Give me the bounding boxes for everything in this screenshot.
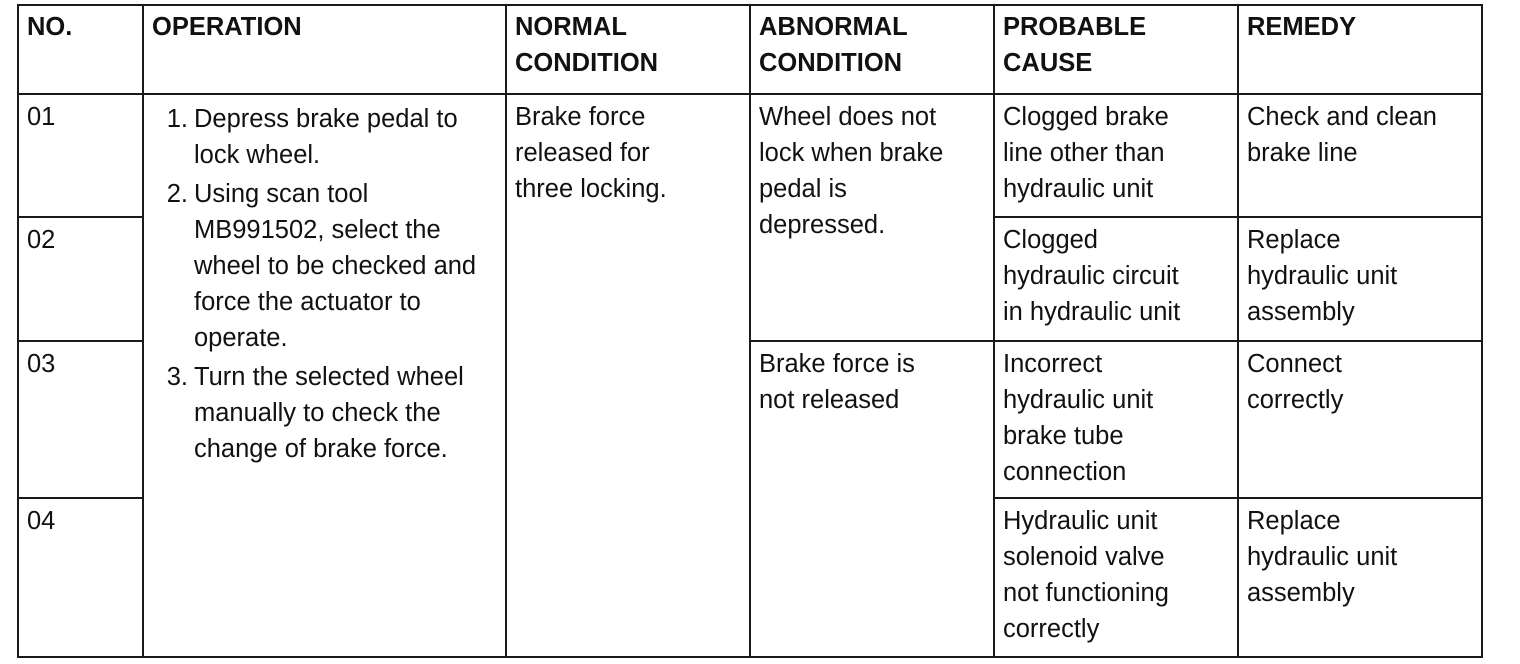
- remedy-cell: Check and clean brake line: [1238, 94, 1482, 217]
- probable-cause-cell: Hydraulic unit solenoid valve not functioning correctly: [994, 498, 1238, 657]
- remedy-cell: Connect correctly: [1238, 341, 1482, 498]
- operation-check-table: [17, 4, 1483, 658]
- header-row: [18, 5, 1482, 94]
- normal-condition-cell: Brake force released for three locking.: [506, 94, 750, 657]
- probable-cause-cell: Incorrect hydraulic unit brake tube connection: [994, 341, 1238, 498]
- table-row: [18, 94, 1482, 217]
- step-number: 3.: [166, 363, 188, 391]
- abnormal-condition-cell: Brake force is not released: [750, 341, 994, 657]
- step-number: 1.: [166, 105, 188, 133]
- header-remedy: REMEDY: [1238, 5, 1482, 94]
- header-no: NO.: [18, 5, 143, 94]
- step-text: Turn the selected wheel manually to check the change of brake force.: [194, 363, 464, 463]
- header-abnormal-condition: ABNORMAL CONDITION: [750, 5, 994, 94]
- probable-cause-cell: Clogged hydraulic circuit in hydraulic unit: [994, 217, 1238, 341]
- header-normal-condition: NORMAL CONDITION: [506, 5, 750, 94]
- step-number: 2.: [166, 180, 188, 208]
- abnormal-condition-cell: Wheel does not lock when brake pedal is depressed.: [750, 94, 994, 341]
- operation-step: [154, 359, 497, 467]
- row-number: 01: [18, 94, 143, 217]
- probable-cause-cell: Clogged brake line other than hydraulic unit: [994, 94, 1238, 217]
- remedy-cell: Replace hydraulic unit assembly: [1238, 498, 1482, 657]
- operation-check-table-container: [17, 4, 1481, 656]
- step-text: Using scan tool MB991502, select the wheel to be checked and force the actuator to operate.: [194, 180, 477, 352]
- row-number: 03: [18, 341, 143, 498]
- remedy-cell: Replace hydraulic unit assembly: [1238, 217, 1482, 341]
- header-probable-cause: PROBABLE CAUSE: [994, 5, 1238, 94]
- operation-step: [154, 176, 497, 356]
- header-operation: OPERATION: [143, 5, 506, 94]
- operation-step: [154, 101, 497, 173]
- step-text: Depress brake pedal to lock wheel.: [194, 105, 458, 169]
- operation-steps-list: [154, 101, 497, 467]
- row-number: 02: [18, 217, 143, 341]
- row-number: 04: [18, 498, 143, 657]
- operation-cell: [143, 94, 506, 657]
